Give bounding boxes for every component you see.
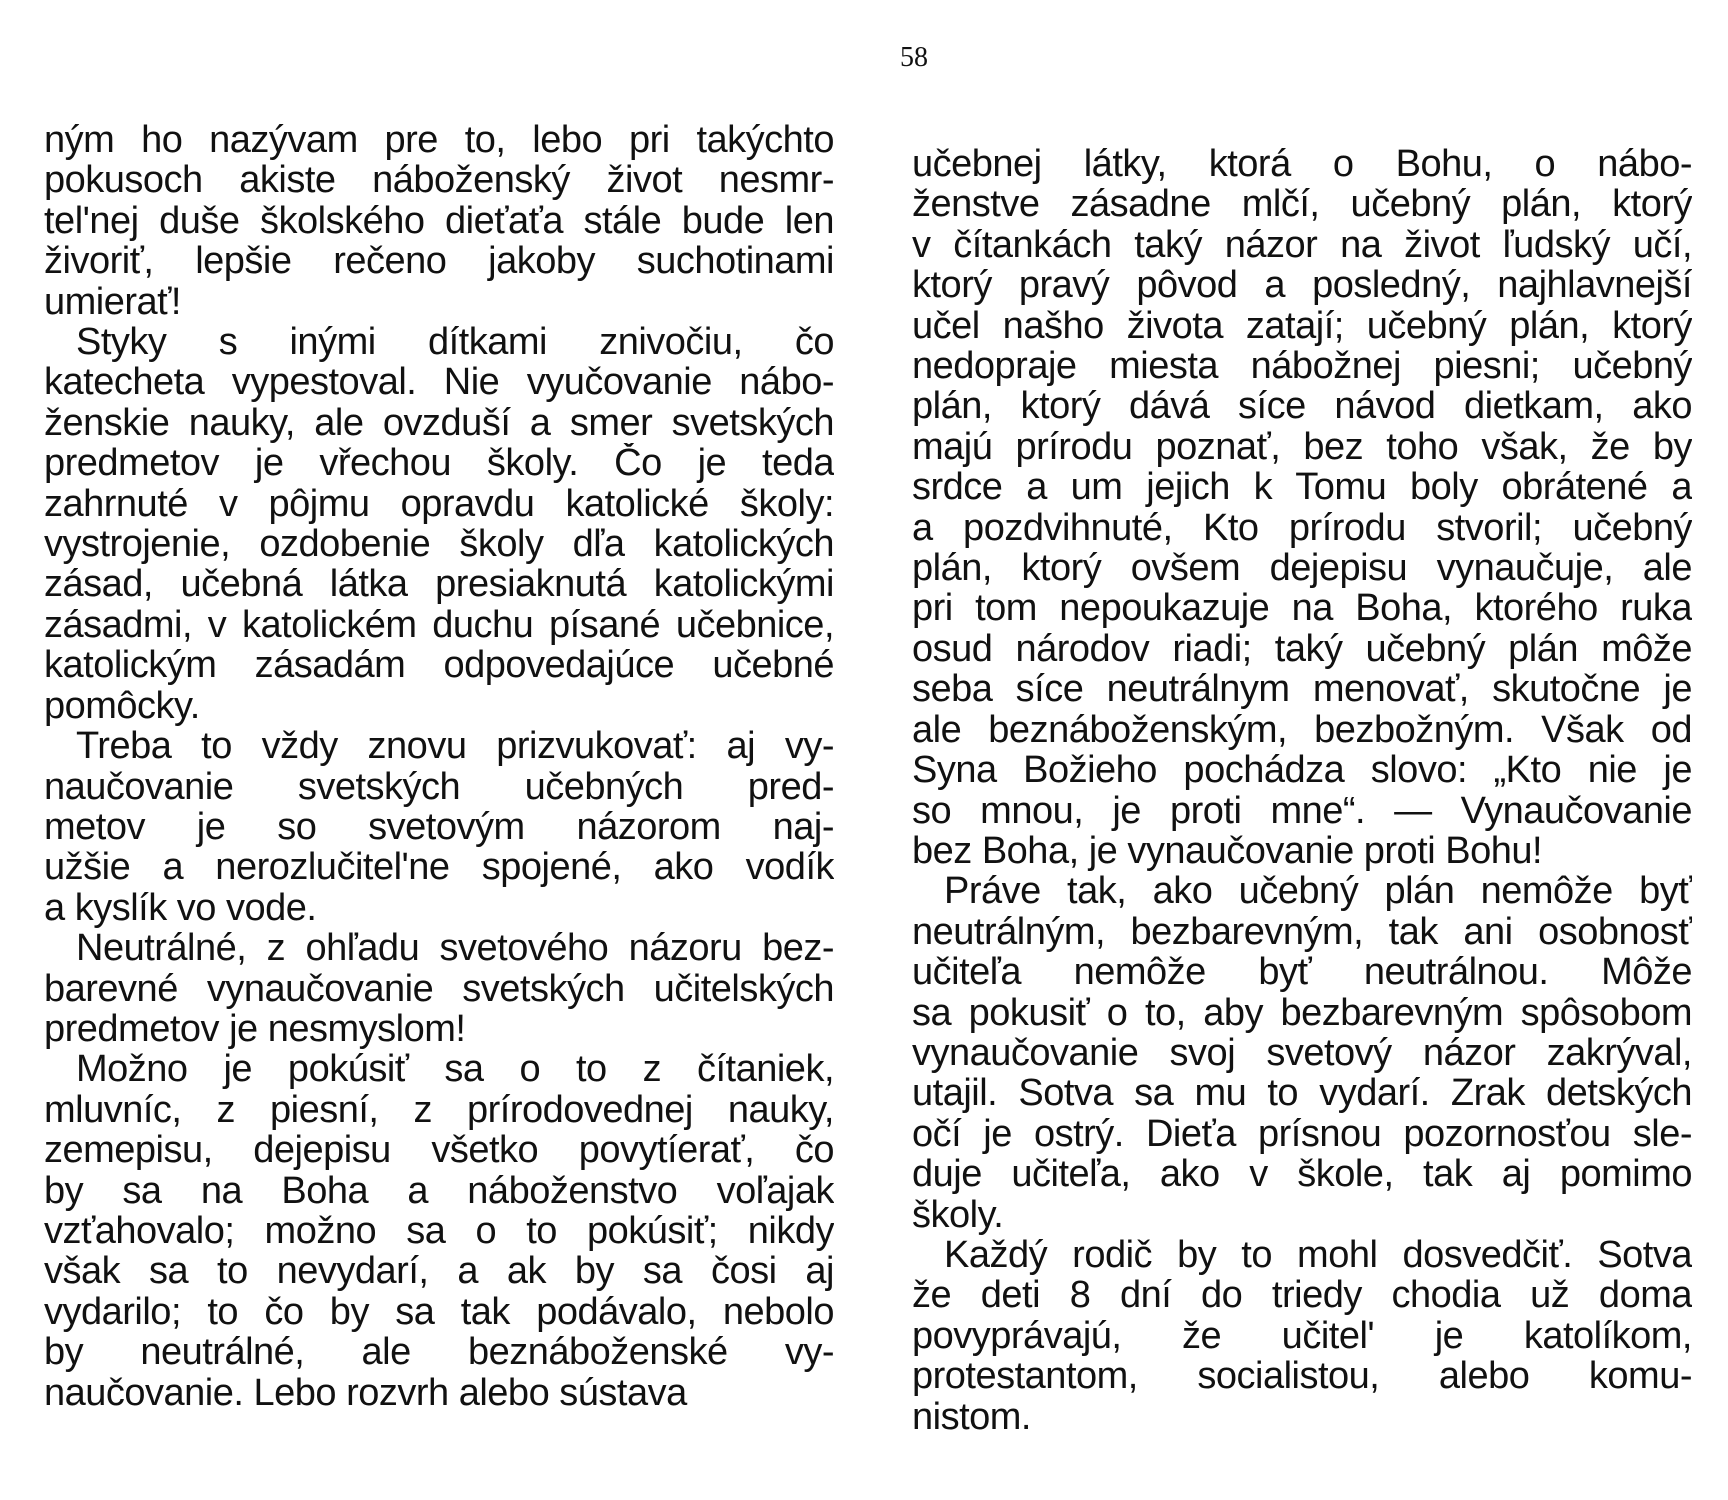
- text-line: povyprávajú, že učitel' je katolíkom,: [912, 1315, 1692, 1357]
- text-line: so mnou, je proti mne“. — Vynaučovanie: [912, 790, 1692, 831]
- text-line: ženskie nauky, ale ovzduší a smer svetských: [44, 402, 834, 444]
- page-number: 58: [900, 42, 928, 73]
- paragraph: [912, 144, 1692, 871]
- text-line: učebnej látky, ktorá o Bohu, o nábo-: [912, 144, 1692, 185]
- paragraph: [44, 322, 834, 726]
- text-line: Práve tak, ako učebný plán nemôže byť: [944, 871, 1692, 912]
- text-line: užšie a nerozlučitel'ne spojené, ako vodík: [44, 847, 834, 888]
- text-line: Každý rodič by to mohl dosvedčiť. Sotva: [944, 1234, 1692, 1276]
- text-line: katolickým zásadám odpovedajúce učebné: [44, 645, 834, 686]
- text-line: bez Boha, je vynaučovanie proti Bohu!: [912, 830, 1543, 872]
- text-line: srdce a um jejich k Tomu boly obrátené a: [912, 467, 1692, 508]
- text-line: zásad, učebná látka presiaknutá katolickými: [44, 564, 834, 605]
- text-line: ženstve zásadne mlčí, učebný plán, ktorý: [912, 184, 1692, 225]
- text-line: živoriť, lepšie rečeno jakoby suchotinami: [44, 241, 834, 282]
- text-line: utajil. Sotva sa mu to vydarí. Zrak detských: [912, 1073, 1692, 1114]
- text-line: Možno je pokúsiť sa o to z čítaniek,: [76, 1049, 834, 1090]
- text-line: seba síce neutrálnym menovať, skutočne je: [912, 669, 1692, 710]
- text-line: však sa to nevydarí, a ak by sa čosi aj: [44, 1251, 834, 1292]
- text-line: naučovanie. Lebo rozvrh alebo sústava: [44, 1372, 687, 1413]
- text-line: by neutrálné, ale beznáboženské vy-: [44, 1332, 834, 1373]
- text-line: ktorý pravý pôvod a posledný, najhlavnejší: [912, 265, 1692, 306]
- text-line: majú prírodu poznať, bez toho však, že by: [912, 426, 1692, 468]
- text-line: plán, ktorý ovšem dejepisu vynaučuje, ale: [912, 548, 1692, 589]
- text-line: metov je so svetovým názorom naj-: [44, 806, 834, 848]
- text-line: Neutrálné, z ohľadu svetového názoru bez-: [76, 928, 834, 969]
- paragraph: [44, 726, 834, 928]
- text-line: ným ho nazývam pre to, lebo pri takýchto: [44, 120, 834, 161]
- text-line: učiteľa nemôže byť neutrálnou. Môže: [912, 952, 1692, 993]
- paragraph: [44, 120, 834, 322]
- text-line: vynaučovanie svoj svetový názor zakrýval,: [912, 1032, 1692, 1074]
- text-line: že deti 8 dní do triedy chodia už doma: [912, 1275, 1692, 1316]
- text-line: katecheta vypestoval. Nie vyučovanie nábo-: [44, 362, 834, 403]
- text-line: nedopraje miesta nábožnej piesni; učebný: [912, 346, 1692, 387]
- text-line: protestantom, socialistou, alebo komu-: [912, 1356, 1692, 1397]
- text-line: nistom.: [912, 1396, 1031, 1437]
- text-line: osud národov riadi; taký učebný plán môže: [912, 628, 1692, 670]
- text-line: Syna Božieho pochádza slovo: „Kto nie je: [912, 750, 1692, 791]
- paragraph: [912, 871, 1692, 1235]
- text-line: a kyslík vo vode.: [44, 887, 317, 929]
- text-line: predmetov je vřechou školy. Čo je teda: [44, 443, 834, 484]
- text-line: zahrnuté v pôjmu opravdu katolické školy:: [44, 483, 834, 525]
- text-line: pomôcky.: [44, 685, 200, 727]
- left-text-column: [44, 120, 834, 1413]
- text-line: učel našho života zatají; učebný plán, ktorý: [912, 305, 1692, 347]
- text-line: naučovanie svetských učebných pred-: [44, 766, 834, 807]
- text-line: sa pokusiť o to, aby bezbarevným spôsobom: [912, 992, 1692, 1033]
- text-line: ale beznáboženským, bezbožným. Však od: [912, 709, 1692, 751]
- text-line: v čítankách taký názor na život ľudský učí,: [912, 224, 1692, 266]
- text-line: vystrojenie, ozdobenie školy dľa katolických: [44, 524, 834, 565]
- text-line: vydarilo; to čo by sa tak podávalo, nebolo: [44, 1291, 834, 1333]
- paragraph: [912, 1235, 1692, 1437]
- text-line: pri tom nepoukazuje na Boha, ktorého ruka: [912, 588, 1692, 629]
- right-text-column: [912, 144, 1692, 1437]
- paragraph: [44, 928, 834, 1049]
- text-line: plán, ktorý dává síce návod dietkam, ako: [912, 386, 1692, 427]
- text-line: vzťahovalo; možno sa o to pokúsiť; nikdy: [44, 1210, 834, 1252]
- text-line: umierať!: [44, 281, 181, 323]
- text-line: pokusoch akiste náboženský život nesmr-: [44, 160, 834, 201]
- text-line: očí je ostrý. Dieťa prísnou pozornosťou sle-: [912, 1113, 1692, 1155]
- text-line: predmetov je nesmyslom!: [44, 1008, 466, 1050]
- text-line: zemepisu, dejepisu všetko povytíerať, čo: [44, 1130, 834, 1171]
- text-line: školy.: [912, 1194, 1004, 1235]
- text-line: Treba to vždy znovu prizvukovať: aj vy-: [76, 726, 834, 767]
- text-line: a pozdvihnuté, Kto prírodu stvoril; učebný: [912, 507, 1692, 549]
- text-line: barevné vynaučovanie svetských učitelských: [44, 968, 834, 1009]
- paragraph: [44, 1049, 834, 1413]
- text-line: Styky s inými dítkami znivočiu, čo: [76, 322, 834, 363]
- text-line: by sa na Boha a náboženstvo voľajak: [44, 1170, 834, 1211]
- text-line: neutrálným, bezbarevným, tak ani osobnosť: [912, 911, 1692, 953]
- text-line: duje učiteľa, ako v škole, tak aj pomimo: [912, 1154, 1692, 1195]
- text-line: zásadmi, v katolickém duchu písané učebnice,: [44, 604, 834, 646]
- text-line: tel'nej duše školského dieťaťa stále bude len: [44, 200, 834, 242]
- text-line: mluvníc, z piesní, z prírodovednej nauky,: [44, 1089, 834, 1131]
